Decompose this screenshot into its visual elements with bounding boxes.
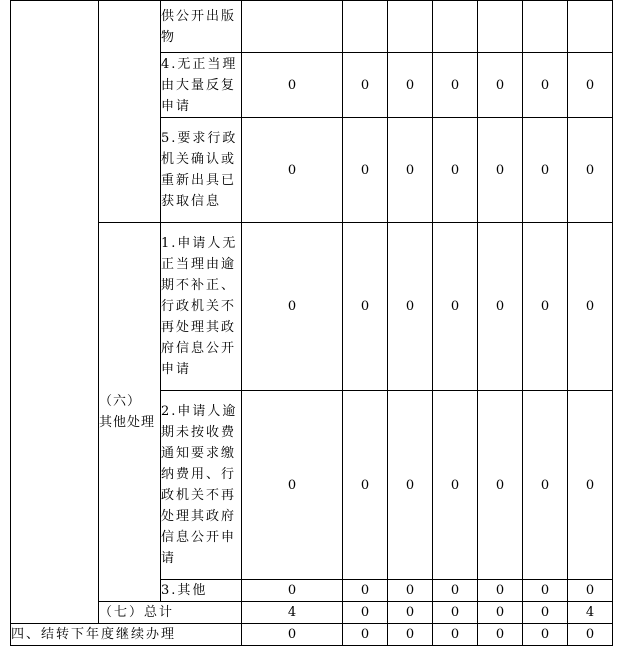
value-cell: 0 bbox=[433, 53, 478, 118]
value-cell: 0 bbox=[523, 223, 568, 391]
value-cell: 0 bbox=[433, 118, 478, 223]
carry-over-row bbox=[11, 624, 613, 646]
value-cell: 0 bbox=[242, 118, 343, 223]
value-cell bbox=[523, 1, 568, 53]
category-cell-prev bbox=[99, 1, 161, 223]
value-cell: 0 bbox=[478, 580, 523, 602]
item-label: 供公开出版物 bbox=[161, 1, 242, 53]
value-cell: 0 bbox=[388, 580, 433, 602]
value-cell: 4 bbox=[242, 602, 343, 624]
value-cell: 0 bbox=[242, 223, 343, 391]
value-cell: 0 bbox=[478, 602, 523, 624]
total-row bbox=[11, 602, 613, 624]
category-cell-other bbox=[99, 223, 161, 602]
table-row bbox=[11, 1, 613, 53]
item-label: 3.其他 bbox=[161, 580, 242, 602]
item-label: 2.申请人逾期未按收费通知要求缴纳费用、行政机关不再处理其政府信息公开申请 bbox=[161, 391, 242, 580]
value-cell: 0 bbox=[343, 118, 388, 223]
value-cell: 0 bbox=[523, 602, 568, 624]
value-cell: 0 bbox=[242, 624, 343, 646]
value-cell: 0 bbox=[343, 624, 388, 646]
value-cell: 0 bbox=[478, 53, 523, 118]
value-cell bbox=[568, 1, 613, 53]
value-cell: 4 bbox=[568, 602, 613, 624]
value-cell: 0 bbox=[523, 53, 568, 118]
value-cell: 0 bbox=[388, 602, 433, 624]
value-cell: 0 bbox=[343, 580, 388, 602]
total-label: （七）总计 bbox=[99, 602, 242, 624]
value-cell: 0 bbox=[242, 53, 343, 118]
value-cell: 0 bbox=[388, 223, 433, 391]
value-cell: 0 bbox=[433, 580, 478, 602]
value-cell bbox=[388, 1, 433, 53]
value-cell: 0 bbox=[523, 118, 568, 223]
outer-category-cell bbox=[11, 1, 99, 624]
value-cell: 0 bbox=[388, 53, 433, 118]
value-cell: 0 bbox=[523, 391, 568, 580]
carry-over-label: 四、结转下年度继续办理 bbox=[11, 624, 242, 646]
category-six-line1: （六） bbox=[99, 394, 142, 409]
value-cell: 0 bbox=[388, 391, 433, 580]
item-label: 4.无正当理由大量反复申请 bbox=[161, 53, 242, 118]
value-cell bbox=[433, 1, 478, 53]
value-cell: 0 bbox=[433, 391, 478, 580]
value-cell: 0 bbox=[568, 580, 613, 602]
value-cell bbox=[242, 1, 343, 53]
value-cell: 0 bbox=[523, 580, 568, 602]
value-cell: 0 bbox=[478, 624, 523, 646]
value-cell: 0 bbox=[433, 223, 478, 391]
value-cell: 0 bbox=[343, 391, 388, 580]
value-cell: 0 bbox=[478, 391, 523, 580]
value-cell: 0 bbox=[568, 53, 613, 118]
value-cell: 0 bbox=[388, 118, 433, 223]
value-cell: 0 bbox=[242, 580, 343, 602]
value-cell bbox=[478, 1, 523, 53]
value-cell: 0 bbox=[343, 53, 388, 118]
value-cell: 0 bbox=[568, 624, 613, 646]
value-cell: 0 bbox=[343, 602, 388, 624]
value-cell: 0 bbox=[433, 602, 478, 624]
value-cell: 0 bbox=[478, 223, 523, 391]
value-cell: 0 bbox=[523, 624, 568, 646]
value-cell: 0 bbox=[433, 624, 478, 646]
value-cell bbox=[343, 1, 388, 53]
value-cell: 0 bbox=[568, 223, 613, 391]
item-label: 5.要求行政机关确认或重新出具已获取信息 bbox=[161, 118, 242, 223]
disclosure-table bbox=[10, 0, 613, 646]
value-cell: 0 bbox=[388, 624, 433, 646]
category-six-line2: 其他处理 bbox=[99, 415, 156, 430]
value-cell: 0 bbox=[568, 391, 613, 580]
value-cell: 0 bbox=[343, 223, 388, 391]
value-cell: 0 bbox=[568, 118, 613, 223]
table-row bbox=[11, 223, 613, 391]
item-label: 1.申请人无正当理由逾期不补正、行政机关不再处理其政府信息公开申请 bbox=[161, 223, 242, 391]
value-cell: 0 bbox=[478, 118, 523, 223]
value-cell: 0 bbox=[242, 391, 343, 580]
